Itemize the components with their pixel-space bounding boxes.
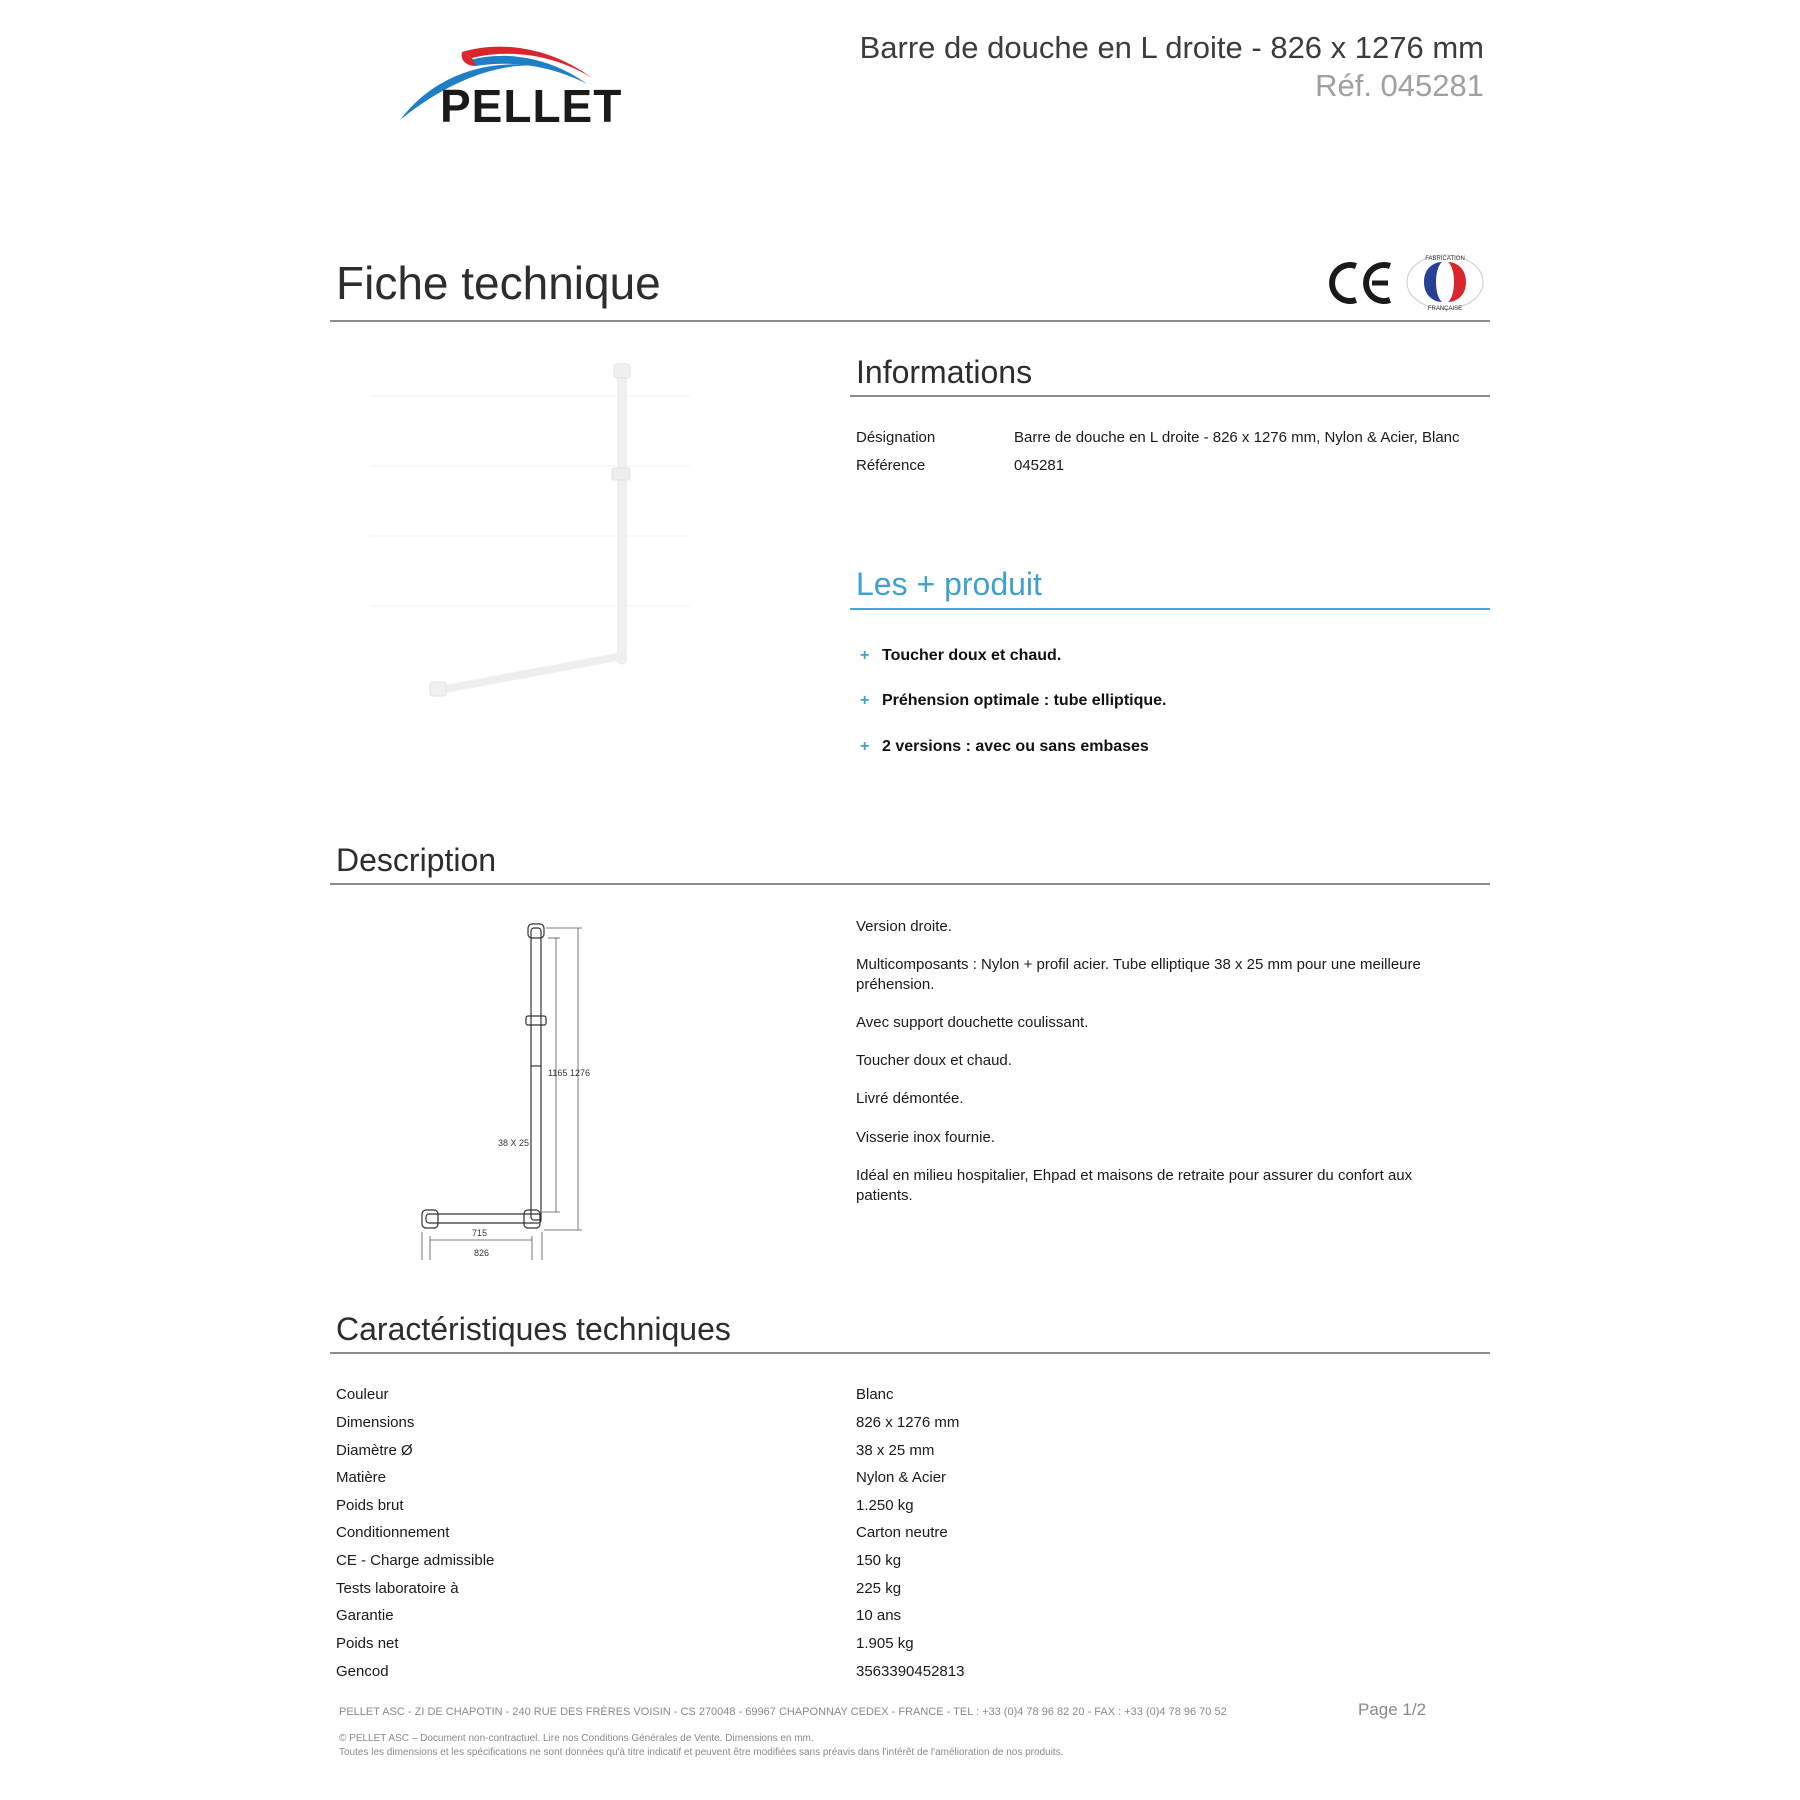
caracteristiques-title: Caractéristiques techniques [336,1311,731,1347]
spec-value: Nylon & Acier [856,1469,947,1486]
info-label-reference: Référence [856,457,926,474]
page-number: Page 1/2 [1358,1700,1427,1719]
description-paragraph: Idéal en milieu hospitalier, Ehpad et maisons de retraite pour assurer du confort aux patients. [856,1167,1413,1204]
spec-value: 225 kg [856,1580,902,1597]
plus-icon: + [860,738,870,755]
description-rule [330,883,1490,885]
svg-text:FRANÇAISE: FRANÇAISE [1427,306,1463,312]
info-label-designation: Désignation [856,429,936,446]
plus-icon: + [860,692,870,709]
spec-label: Poids net [336,1635,399,1652]
spec-label: Dimensions [336,1414,415,1431]
pellet-logo [392,38,642,132]
footer-address: PELLET ASC - ZI DE CHAPOTIN - 240 RUE DES FRÈRES VOISIN - CS 270048 - 69967 CHAPONNAY CEDEX - FRANCE - TEL : +33 (0)4 78 96 82 20 - FAX : +33 (0)4 78 96 70 52 [339,1706,1227,1718]
description-paragraph: Livré démontée. [856,1090,964,1107]
plus-produit-title: Les + produit [856,566,1042,602]
description-title: Description [336,842,497,878]
spec-value: 826 x 1276 mm [856,1414,960,1431]
spec-value: 3563390452813 [856,1663,965,1680]
drawing-label-715: 715 [472,1228,488,1238]
footer-disclaimer: Toutes les dimensions et les spécifications ne sont données qu'à titre indicatif et peuvent être modifiées sans préavis dans l'intérêt de l'amélioration de nos produits. [339,1747,1064,1758]
plus-item-text: Toucher doux et chaud. [882,647,1062,664]
spec-value: 38 x 25 mm [856,1442,935,1459]
spec-value: 150 kg [856,1552,902,1569]
plus-item [860,692,1166,710]
plus-item [860,647,1061,665]
spec-value: 1.905 kg [856,1635,914,1652]
spec-label: CE - Charge admissible [336,1552,495,1569]
informations-rule [850,395,1490,397]
info-value-reference: 045281 [1014,457,1065,474]
spec-value: 1.250 kg [856,1497,914,1514]
spec-label: Poids brut [336,1497,404,1514]
drawing-label-1276: 1276 [570,1068,591,1078]
spec-label: Couleur [336,1386,389,1403]
spec-value: 10 ans [856,1607,902,1624]
description-paragraph: Version droite. [856,918,952,935]
plus-item-text: Préhension optimale : tube elliptique. [882,692,1167,709]
fiche-rule [330,320,1490,322]
plus-item [860,738,1149,756]
spec-label: Gencod [336,1663,389,1680]
informations-title: Informations [856,354,1033,390]
page-title: Fiche technique [336,257,661,309]
plus-icon: + [860,647,870,664]
description-paragraph: Toucher doux et chaud. [856,1052,1012,1069]
footer-copyright: © PELLET ASC – Document non-contractuel. Lire nos Conditions Générales de Vente. Dimensions en mm. [339,1733,814,1744]
spec-label: Conditionnement [336,1524,450,1541]
drawing-label-tube: 38 X 25 [498,1138,530,1148]
svg-text:PELLET: PELLET [440,80,623,132]
description-paragraph: Visserie inox fournie. [856,1129,995,1146]
drawing-label-826: 826 [474,1248,490,1258]
product-photo [360,356,720,700]
drawing-label-1165: 1165 [548,1068,568,1078]
plus-item-text: 2 versions : avec ou sans embases [882,738,1149,755]
description-paragraph: Multicomposants : Nylon + profil acier. Tube elliptique 38 x 25 mm pour une meilleure préhension. [856,956,1421,993]
info-value-designation: Barre de douche en L droite - 826 x 1276 mm, Nylon & Acier, Blanc [1014,429,1460,446]
document-title: Barre de douche en L droite - 826 x 1276 mm [859,30,1484,65]
caracteristiques-rule [330,1352,1490,1354]
description-paragraph: Avec support douchette coulissant. [856,1014,1089,1031]
spec-value: Blanc [856,1386,894,1403]
fabrication-francaise-badge-icon [1404,252,1486,312]
spec-label: Diamètre Ø [336,1442,413,1459]
spec-label: Garantie [336,1607,394,1624]
spec-label: Tests laboratoire à [336,1580,459,1597]
document-reference: Réf. 045281 [1315,68,1484,103]
spec-value: Carton neutre [856,1524,948,1541]
technical-drawing [410,918,610,1258]
spec-label: Matière [336,1469,387,1486]
svg-text:FABRICATION: FABRICATION [1425,256,1465,262]
ce-mark-icon [1326,258,1396,308]
plus-produit-rule [850,608,1490,610]
